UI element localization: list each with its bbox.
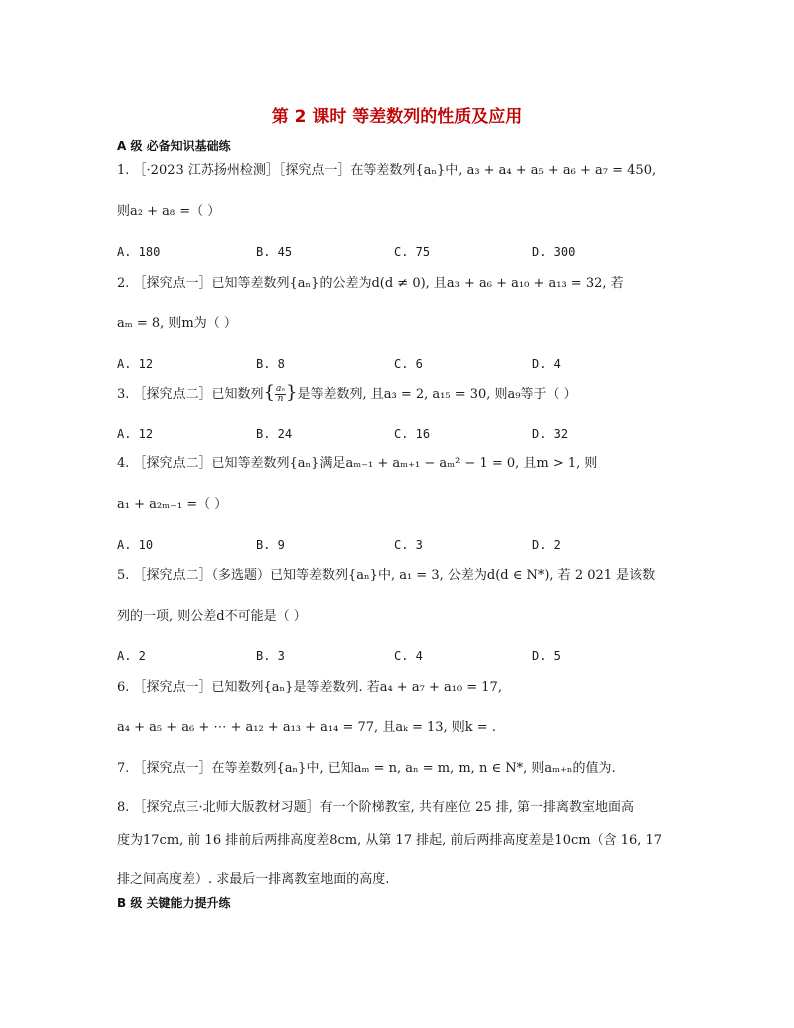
- section-a-heading: A 级 必备知识基础练: [117, 139, 231, 153]
- question-2-line-2: aₘ = 8, 则m为（ ）: [117, 316, 237, 331]
- question-4-option-a: A. 10: [117, 538, 154, 552]
- question-2-option-a: A. 12: [117, 357, 154, 371]
- question-1-option-d: D. 300: [532, 245, 576, 259]
- question-4-line-2: a₁ + a₂ₘ₋₁ =（ ）: [117, 497, 228, 512]
- question-8-line-3: 排之间高度差）. 求最后一排离教室地面的高度.: [117, 872, 390, 887]
- question-8-line-2: 度为17cm, 前 16 排前后两排高度差8cm, 从第 17 排起, 前后两排高度差是10cm（含 16, 17: [117, 833, 663, 848]
- question-2-option-b: B. 8: [256, 357, 285, 371]
- question-3-option-a: A. 12: [117, 427, 154, 441]
- question-3-option-d: D. 32: [532, 427, 569, 441]
- question-4-option-d: D. 2: [532, 538, 561, 552]
- question-1-option-a: A. 180: [117, 245, 161, 259]
- question-5-option-c: C. 4: [394, 649, 423, 663]
- fraction-denominator: n: [277, 394, 284, 404]
- question-8-line-1: 8. ［探究点三·北师大版教材习题］有一个阶梯教室, 共有座位 25 排, 第一排离教室地面高: [117, 800, 635, 815]
- page-title: 第 2 课时 等差数列的性质及应用: [271, 107, 523, 127]
- question-2-option-c: C. 6: [394, 357, 423, 371]
- question-2-option-d: D. 4: [532, 357, 561, 371]
- question-6-line-1: 6. ［探究点一］已知数列{aₙ}是等差数列. 若a₄ + a₇ + a₁₀ = 17,: [117, 680, 502, 695]
- question-1-line-2: 则a₂ + a₈ =（ ）: [117, 204, 221, 219]
- question-1-option-c: C. 75: [394, 245, 431, 259]
- question-5-option-a: A. 2: [117, 649, 146, 663]
- question-5-option-d: D. 5: [532, 649, 561, 663]
- question-4-option-c: C. 3: [394, 538, 423, 552]
- fraction-numerator: aₙ: [276, 384, 286, 394]
- question-5-option-b: B. 3: [256, 649, 285, 663]
- fraction-left-brace: {: [263, 382, 275, 403]
- question-6-line-2: a₄ + a₅ + a₆ + ⋯ + a₁₂ + a₁₃ + a₁₄ = 77, 且aₖ = 13, 则k = .: [117, 720, 496, 735]
- question-5-line-1: 5. ［探究点二］（多选题）已知等差数列{aₙ}中, a₁ = 3, 公差为d(d ∈ N*), 若 2 021 是该数: [117, 568, 656, 583]
- question-1-option-b: B. 45: [256, 245, 293, 259]
- question-3-text-before: 3. ［探究点二］已知数列: [117, 387, 264, 402]
- question-4-option-b: B. 9: [256, 538, 285, 552]
- section-b-heading: B 级 关键能力提升练: [117, 896, 231, 910]
- question-3-option-b: B. 24: [256, 427, 293, 441]
- question-5-line-2: 列的一项, 则公差d不可能是（ ）: [117, 609, 307, 624]
- fraction-right-brace: }: [286, 382, 298, 403]
- question-4-line-1: 4. ［探究点二］已知等差数列{aₙ}满足aₘ₋₁ + aₘ₊₁ − aₘ² − 1 = 0, 且m > 1, 则: [117, 456, 598, 471]
- fraction-an-over-n: [275, 385, 286, 404]
- question-3-line-1: [117, 383, 577, 405]
- question-1-line-1: 1. ［·2023 江苏扬州检测］［探究点一］在等差数列{aₙ}中, a₃ + a₄ + a₅ + a₆ + a₇ = 450,: [117, 163, 657, 178]
- question-7-line-1: 7. ［探究点一］在等差数列{aₙ}中, 已知aₘ = n, aₙ = m, m, n ∈ N*, 则aₘ₊ₙ的值为.: [117, 761, 616, 776]
- question-3-option-c: C. 16: [394, 427, 431, 441]
- question-2-line-1: 2. ［探究点一］已知等差数列{aₙ}的公差为d(d ≠ 0), 且a₃ + a₆ + a₁₀ + a₁₃ = 32, 若: [117, 276, 624, 291]
- question-3-text-after: 是等差数列, 且a₃ = 2, a₁₅ = 30, 则a₉等于（ ）: [297, 387, 577, 402]
